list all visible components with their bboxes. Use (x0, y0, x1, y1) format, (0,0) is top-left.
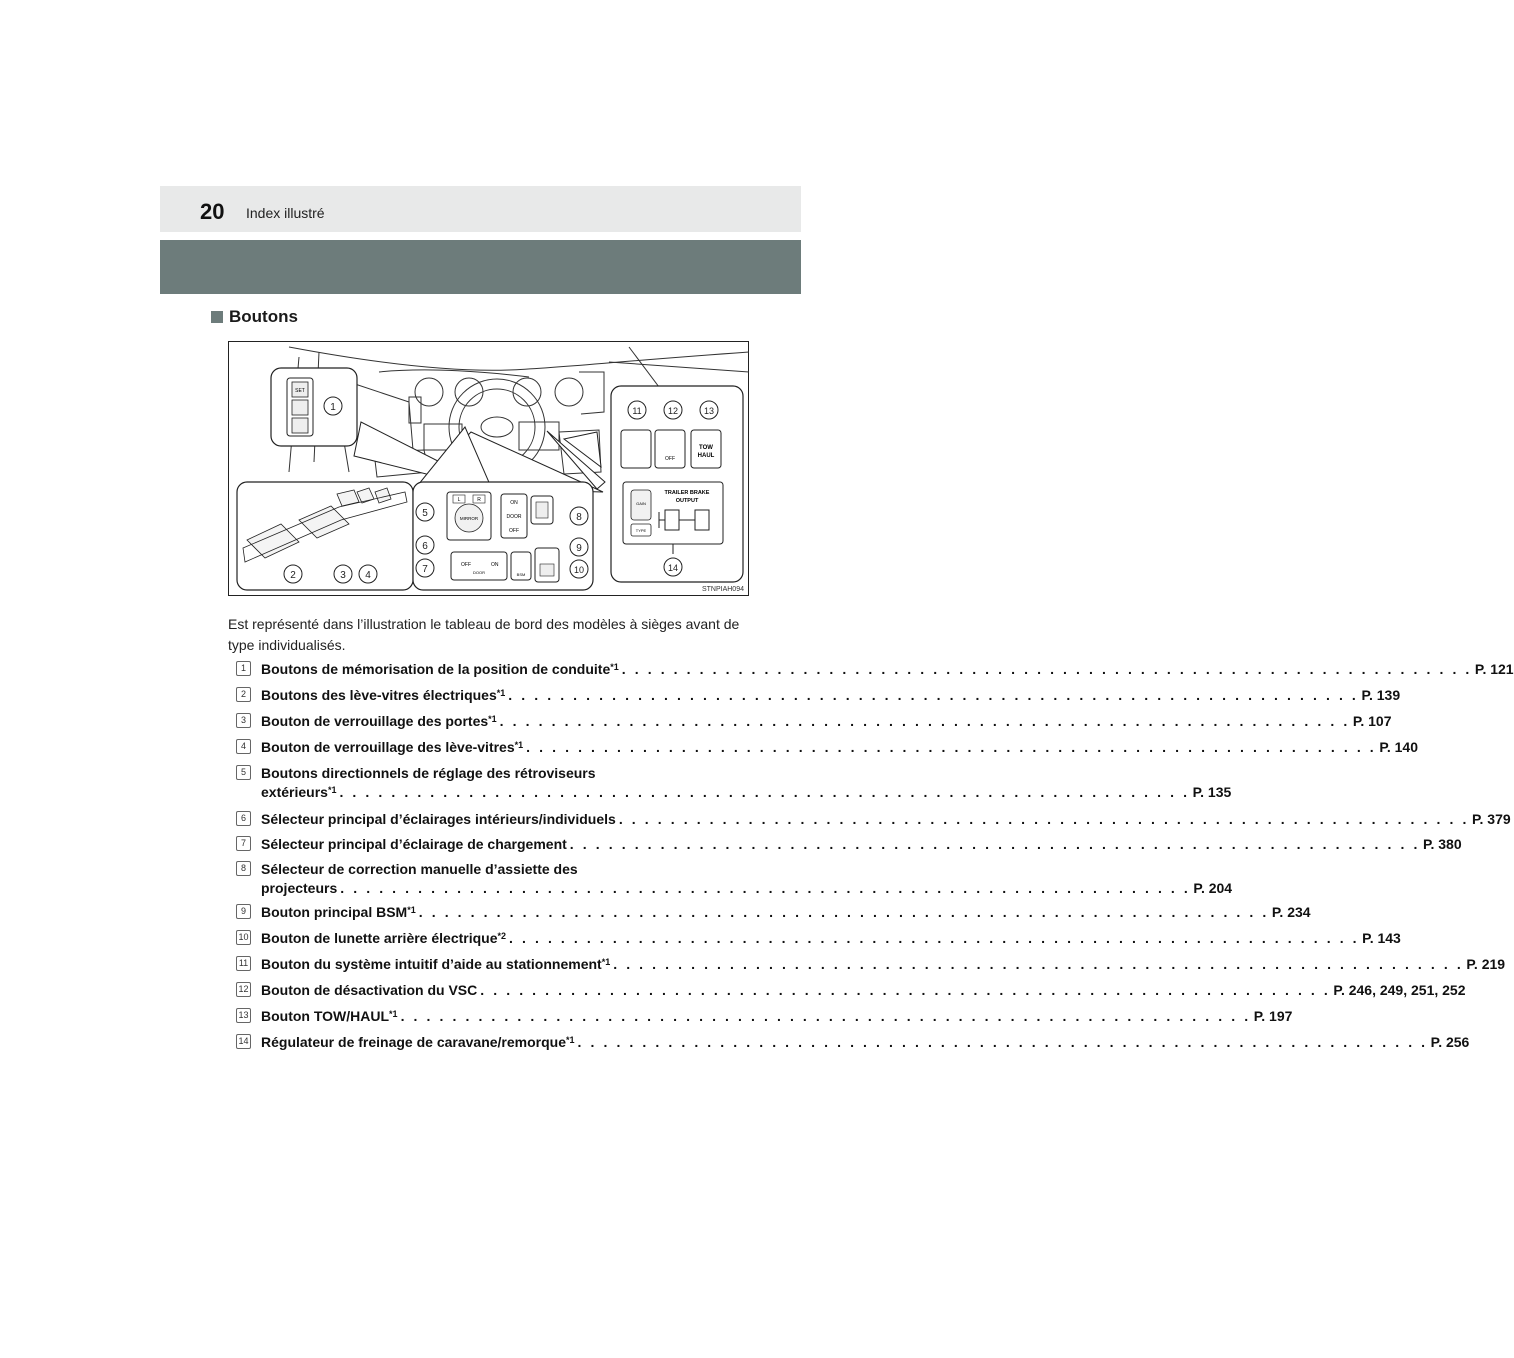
item-page-link[interactable]: P. 121 (1474, 661, 1514, 677)
item-label: Bouton de lunette arrière électrique (261, 930, 498, 946)
label-on-2: ON (491, 562, 499, 568)
svg-text:3: 3 (340, 570, 346, 581)
item-number-badge: 6 (236, 811, 251, 826)
callout-4 (359, 565, 377, 583)
header-band (160, 240, 801, 294)
callout-6 (416, 536, 434, 554)
svg-text:10: 10 (573, 565, 585, 575)
list-item (236, 929, 1401, 948)
dashboard-illustration (228, 341, 749, 596)
label-off-2: OFF (461, 562, 471, 568)
callout-1 (324, 397, 342, 415)
callout-2 (284, 565, 302, 583)
svg-text:5: 5 (422, 508, 428, 519)
item-number-badge: 3 (236, 713, 251, 728)
item-label: Boutons des lève-vitres électriques (261, 687, 497, 703)
item-number-badge: 7 (236, 836, 251, 851)
intro-text: Est représenté dans l’illustration le tableau de bord des modèles à sièges avant de type individualisés. (228, 616, 740, 653)
item-footnote-ref: *2 (497, 931, 507, 941)
illustration-drawing (229, 342, 750, 597)
item-number-badge: 9 (236, 904, 251, 919)
item-label: Bouton TOW/HAUL (261, 1008, 390, 1024)
label-set: SET (295, 388, 305, 394)
item-footnote-ref: *1 (566, 1035, 575, 1045)
page-header (160, 186, 801, 232)
item-number-badge: 1 (236, 661, 251, 676)
item-label: Sélecteur principal d’éclairage de chargement (261, 836, 567, 852)
list-item (236, 764, 1232, 802)
list-item (236, 835, 1462, 854)
item-label: Bouton de verrouillage des portes (261, 713, 489, 729)
svg-text:13: 13 (703, 406, 715, 416)
item-label-line1: Boutons directionnels de réglage des rétroviseurs (261, 765, 596, 781)
callout-8 (570, 507, 588, 525)
item-label: Boutons de mémorisation de la position de conduite (261, 661, 611, 677)
label-r: R (477, 497, 481, 503)
svg-text:1: 1 (330, 402, 336, 413)
item-label: Bouton de verrouillage des lève-vitres (261, 739, 515, 755)
item-label: Bouton du système intuitif d’aide au stationnement (261, 956, 602, 972)
item-page-link[interactable]: P. 246, 249, 251, 252 (1333, 982, 1466, 998)
svg-text:4: 4 (365, 570, 371, 581)
item-label: projecteurs (261, 880, 338, 896)
label-l: L (457, 497, 461, 503)
section-title: Boutons (229, 307, 298, 326)
item-page-link[interactable]: P. 234 (1271, 904, 1311, 920)
list-item (236, 1033, 1470, 1052)
list-item (236, 955, 1506, 974)
svg-text:12: 12 (667, 406, 679, 416)
item-page-link[interactable]: P. 197 (1253, 1008, 1293, 1024)
callout-5 (416, 503, 434, 521)
label-bsm: BSM (516, 572, 526, 577)
item-page-link[interactable]: P. 107 (1352, 713, 1392, 729)
item-label: Bouton de désactivation du VSC (261, 982, 478, 998)
list-item (236, 738, 1418, 757)
item-number-badge: 5 (236, 765, 251, 780)
item-number-badge: 13 (236, 1008, 251, 1023)
list-item (236, 712, 1392, 731)
section-heading (211, 307, 298, 327)
label-output: OUTPUT (675, 498, 699, 504)
svg-text:2: 2 (290, 570, 296, 581)
item-number-badge: 11 (236, 956, 251, 971)
item-page-link[interactable]: P. 379 (1471, 811, 1511, 827)
callout-3 (334, 565, 352, 583)
label-vsc-off: OFF (665, 456, 675, 462)
svg-text:9: 9 (576, 543, 582, 554)
item-footnote-ref: *1 (407, 905, 416, 915)
label-trailer-brake: TRAILER BRAKE (664, 490, 710, 496)
svg-text:11: 11 (632, 406, 642, 416)
item-label: Bouton principal BSM (261, 904, 408, 920)
svg-text:7: 7 (422, 564, 428, 575)
list-item (236, 810, 1511, 829)
section-square-icon (211, 311, 223, 323)
callout-11 (628, 401, 646, 419)
item-footnote-ref: *1 (488, 714, 497, 724)
label-haul: HAUL (697, 453, 715, 459)
item-page-link[interactable]: P. 139 (1361, 687, 1401, 703)
label-mirror: MIRROR (459, 516, 479, 521)
list-item (236, 860, 1233, 898)
callout-9 (570, 538, 588, 556)
list-item (236, 1007, 1293, 1026)
svg-text:14: 14 (667, 563, 679, 573)
callout-10 (570, 560, 588, 578)
item-number-badge: 8 (236, 861, 251, 876)
item-page-link[interactable]: P. 219 (1466, 956, 1506, 972)
item-number-badge: 4 (236, 739, 251, 754)
svg-text:8: 8 (576, 512, 582, 523)
figure-code: STNPIAH094 (701, 586, 744, 593)
item-label: Sélecteur principal d’éclairages intérieurs/individuels (261, 811, 616, 827)
list-item (236, 903, 1311, 922)
list-item (236, 686, 1401, 705)
item-page-link[interactable]: P. 256 (1430, 1034, 1470, 1050)
list-item (236, 981, 1466, 1000)
label-door: DOOR (506, 514, 522, 520)
label-door-2: DOOR (473, 570, 485, 575)
item-page-link[interactable]: P. 143 (1362, 930, 1401, 946)
item-number-badge: 14 (236, 1034, 251, 1049)
item-footnote-ref: *1 (389, 1009, 398, 1019)
page-number: 20 (200, 199, 225, 224)
list-item (236, 660, 1514, 679)
label-type: TYPE (635, 528, 647, 533)
item-page-link[interactable]: P. 204 (1193, 880, 1233, 896)
callout-12 (664, 401, 682, 419)
callout-7 (416, 559, 434, 577)
item-number-badge: 10 (236, 930, 251, 945)
item-footnote-ref: *1 (327, 785, 337, 795)
item-label: extérieurs (261, 784, 328, 800)
item-label: Régulateur de freinage de caravane/remorque (261, 1034, 566, 1050)
item-footnote-ref: *1 (610, 662, 619, 672)
callout-13 (700, 401, 718, 419)
page-header-title: Index illustré (246, 205, 325, 221)
item-page-link[interactable]: P. 380 (1422, 836, 1462, 852)
inset-memory-buttons (271, 368, 357, 446)
item-number-badge: 2 (236, 687, 251, 702)
svg-text:6: 6 (422, 541, 428, 552)
item-label-line1: Sélecteur de correction manuelle d’assiette des (261, 861, 578, 877)
item-footnote-ref: *1 (496, 688, 506, 698)
item-number-badge: 12 (236, 982, 251, 997)
item-page-link[interactable]: P. 140 (1379, 739, 1418, 755)
item-footnote-ref: *1 (601, 957, 611, 967)
label-gain: GAIN (636, 501, 646, 506)
item-footnote-ref: *1 (514, 740, 524, 750)
item-page-link[interactable]: P. 135 (1192, 784, 1232, 800)
label-on: ON (510, 500, 518, 506)
label-tow: TOW (699, 445, 713, 451)
label-off: OFF (509, 528, 519, 534)
callout-14 (664, 558, 682, 576)
